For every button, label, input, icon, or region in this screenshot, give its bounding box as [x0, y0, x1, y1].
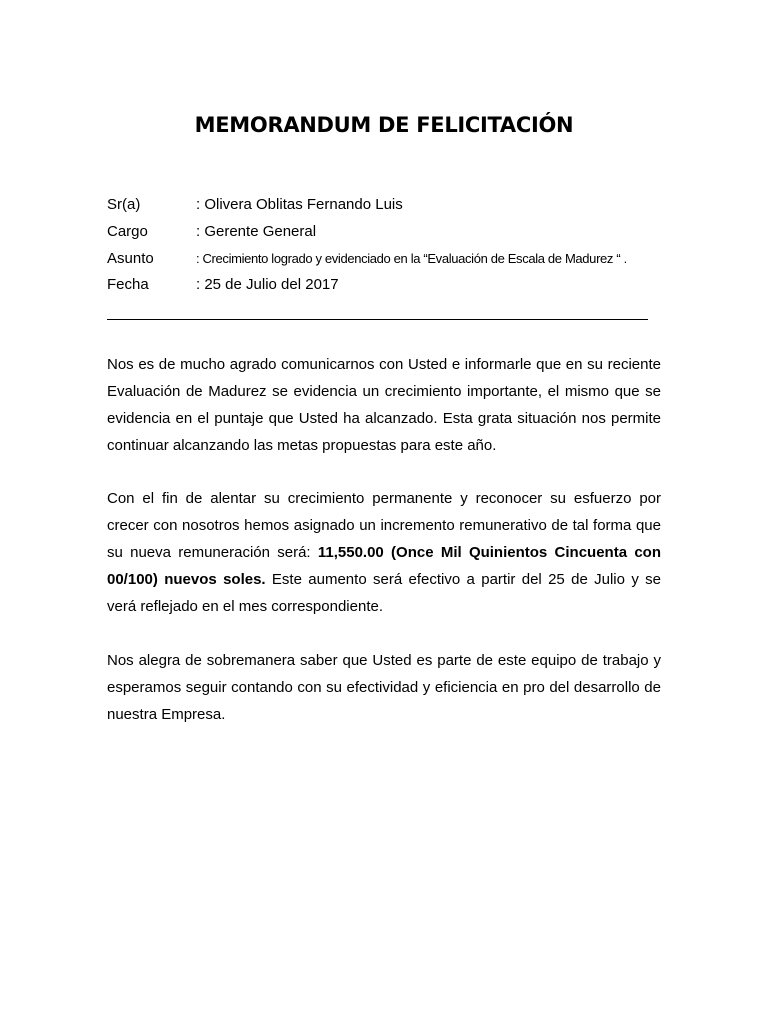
field-label-subject: Asunto [107, 250, 154, 267]
field-value-recipient: : Olivera Oblitas Fernando Luis [196, 196, 403, 213]
header-separator-line [107, 319, 648, 320]
paragraph-raise [107, 485, 661, 620]
memo-title: MEMORANDUM DE FELICITACIÓN [194, 113, 574, 137]
field-label-position: Cargo [107, 223, 148, 240]
raise-amount: 11,550.00 (Once Mil Quinientos Cincuenta con 00/100) nuevos soles. [107, 544, 661, 588]
field-label-date: Fecha [107, 276, 149, 293]
field-value-subject: : Crecimiento logrado y evidenciado en la “Evaluación de Escala de Madurez “ . [196, 251, 627, 266]
field-value-position: : Gerente General [196, 223, 317, 240]
paragraph-raise-text-end: Este aumento será efectivo a partir del 25 de Julio y se verá reflejado en el mes correspondiente. [107, 571, 661, 615]
paragraph-raise-text-start: Con el fin de alentar su crecimiento permanente y reconocer su esfuerzo por crecer con nosotros hemos asignado un incremento remunerativo de tal forma que su nueva remuneración será: [107, 490, 661, 561]
field-label-recipient: Sr(a) [107, 196, 141, 213]
paragraph-closing: Nos alegra de sobremanera saber que Usted es parte de este equipo de trabajo y esperamos seguir contando con su efectividad y eficiencia en pro del desarrollo de nuestra Empresa. [107, 652, 661, 723]
field-value-date: : 25 de Julio del 2017 [196, 276, 339, 293]
paragraph-intro: Nos es de mucho agrado comunicarnos con Usted e informarle que en su reciente Evaluación de Madurez se evidencia un crecimiento importante, el mismo que se evidencia en el puntaje que Usted ha alcanzado. Esta grata situación nos permite continuar alcanzando las metas propuestas para este año. [107, 356, 661, 454]
